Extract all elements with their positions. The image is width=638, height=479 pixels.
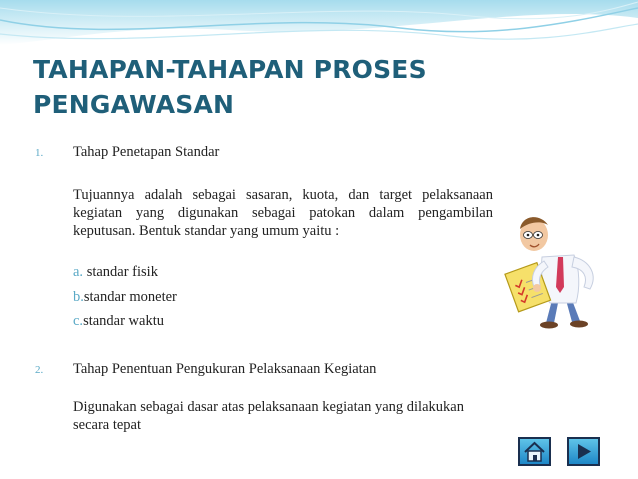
slide-title: TAHAPAN-TAHAPAN PROSES PENGAWASAN	[33, 55, 427, 119]
step-2-heading: Tahap Penentuan Pengukuran Pelaksanaan Kegiatan	[73, 361, 377, 377]
home-button[interactable]	[518, 437, 551, 466]
option-c-letter: c.	[73, 313, 84, 329]
header-wave-decoration	[0, 0, 638, 60]
next-slide-button[interactable]	[567, 437, 600, 466]
option-b-text: standar moneter	[83, 289, 177, 305]
step-2-description: Digunakan sebagai dasar atas pelaksanaan kegiatan yang dilakukan secara tepat	[73, 399, 464, 433]
option-a-letter: a.	[73, 264, 84, 280]
step-2-number: 2.	[35, 364, 44, 376]
home-icon	[520, 439, 549, 464]
step-1-heading: Tahap Penetapan Standar	[73, 144, 220, 160]
option-c-text: standar waktu	[83, 313, 164, 329]
step-1-number: 1.	[35, 147, 44, 159]
step-1-description: Tujuannya adalah sebagai sasaran, kuota, dan target pelaksanaan kegiatan yang digunakan sebagai patokan dalam pengambilan keputusan. Bentuk standar yang umum yaitu :	[73, 187, 493, 239]
option-b-letter: b.	[73, 289, 84, 305]
option-b	[73, 289, 177, 306]
checklist-man-illustration	[500, 205, 612, 330]
option-c	[73, 313, 164, 330]
option-a	[73, 264, 158, 281]
play-next-icon	[569, 439, 598, 464]
option-a-text: standar fisik	[83, 264, 158, 280]
